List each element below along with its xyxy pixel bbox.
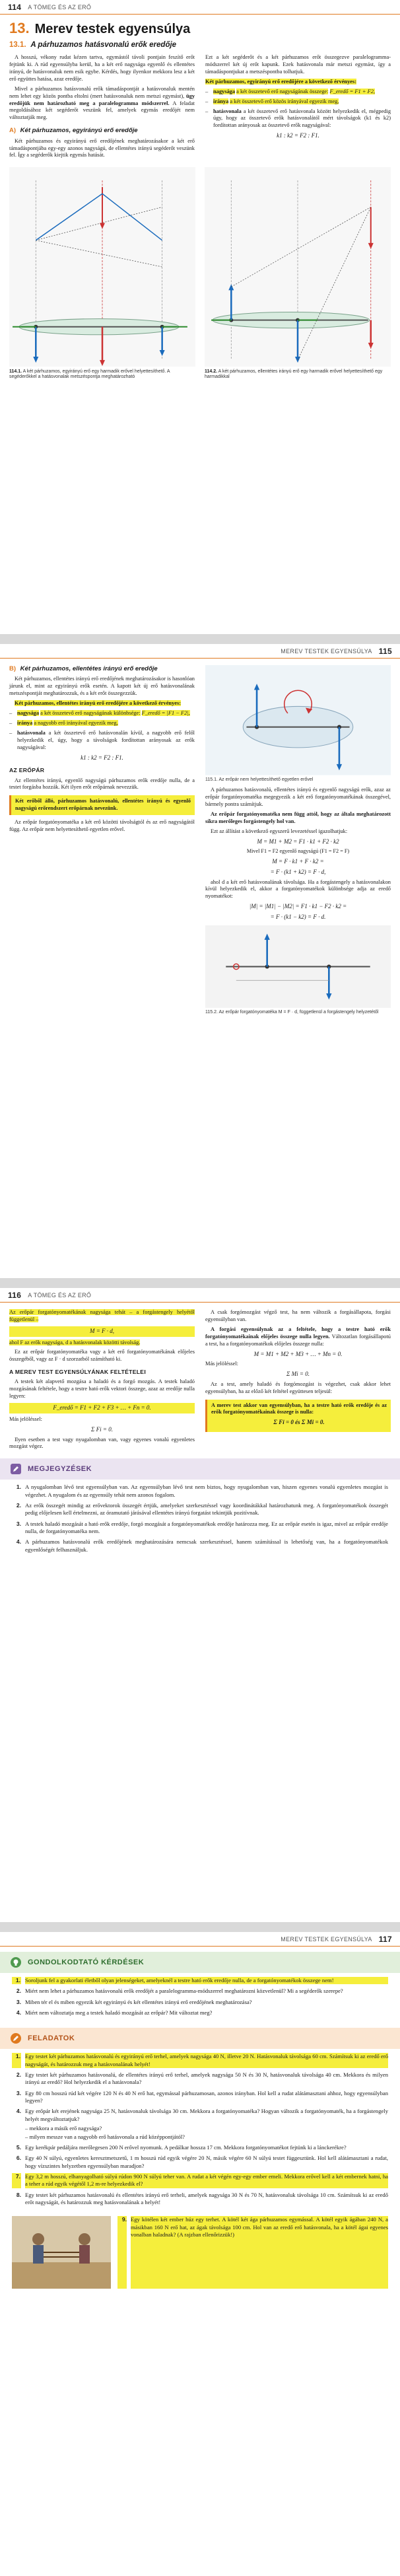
last-task-row (0, 2212, 400, 2293)
item-number: 9. (117, 2216, 127, 2289)
condition-label: hatásvonala (213, 108, 242, 114)
list-item (12, 1484, 388, 1499)
condition-label: iránya (17, 719, 33, 726)
chapter-number: 13. (9, 20, 30, 36)
item-text: Egy testet két párhuzamos hatásvonalú, de ellentétes irányú erő terhel, amelyek nagysága 50 N és 30 N, hatásvonaluk távolsága 40 cm. Mekkora és milyen irányú az eredő? Hol helyezkedik el a hatásvonala? (25, 2071, 388, 2086)
figure-114-2-drawing (205, 167, 391, 367)
pencil-icon (9, 1462, 22, 1476)
figure-caption (9, 369, 195, 381)
running-head (0, 1932, 400, 1947)
condition-direction: – iránya a nagyobb erő irányával egyezik meg, (9, 719, 118, 726)
condition-text: a két összetevő erő nagyságának különbsége: (40, 710, 141, 717)
figure-caption: 115.2. Az erőpár forgatónyomatéka M = F · d, függetlenül a forgástengely helyzetétől (205, 1009, 379, 1015)
emphasis: ügy eredőjük nem határozható meg a paralelogramma módszerrel. (9, 92, 195, 106)
two-column-body (0, 1303, 400, 1453)
item-number: 3. (16, 1998, 21, 2005)
subheading-letter: B) (9, 665, 17, 672)
item-number: 2. (16, 2071, 21, 2079)
figure-caption-text: A két párhuzamos, egyirányú erő egy harmadik erővel helyettesíthető. A segéderőkkel a hatásvonalak metszéspontja meghatározható (9, 369, 170, 380)
list-item (12, 1999, 388, 2006)
item-number: 4. (16, 2009, 21, 2017)
item-number: 1. (12, 2053, 21, 2068)
pencil-icon (9, 2032, 22, 2045)
highlighted-formula: F_eredő = F1 + F2 + F3 + … + Fn = 0. (9, 1403, 195, 1413)
item-number: 4. (16, 2108, 21, 2115)
item-text: Miért nem lehet a párhuzamos hatásvonalú erők eredőjét a paralelogramma-módszerrel meghatározni közvetlenül? Mi a segéderők szerepe? (25, 1987, 343, 1995)
condition-line-of-action: – hatásvonala a két összetevő erő hatásvonalán kívül, a nagyobb erő felől helyezkedik el, úgy, hogy a távolságok fordítottan arányosak az erők nagyságával: (9, 729, 195, 750)
left-column (9, 1309, 195, 1453)
paragraph (9, 1340, 195, 1347)
item-text: Egy 40 N súlyú, egyenletes keresztmetszetű, 1 m hosszú rúd egyik végére 20 N, másik végére 60 N súlyú testet függesztünk. Hol kell alátámasztani a rudat, hogy vízszintes helyzetben egyensúlyban maradjon? (25, 2155, 388, 2169)
list-item (12, 1521, 388, 1536)
box-formula: Σ Fi = 0 és Σ Mi = 0. (273, 1419, 325, 1426)
section-heading (0, 38, 400, 54)
condition-magnitude: – nagysága a két összetevő erő nagyságának különbsége: F_eredő = |F1 − F2|, (9, 710, 190, 717)
emphasis: Az erőpár forgatónyomatéka nem függ attól, hogy az általa meghatározott síkra merőleges forgástengely hol van. (205, 811, 391, 824)
paragraph: Ilyen esetben a test vagy nyugalomban van, vagy egyenes vonalú egyenletes mozgást végez. (9, 1436, 195, 1450)
questions-band (0, 1952, 400, 1973)
item-text: Egy testet két párhuzamos hatásvonalú és egyirányú erő terhel, amelyek nagysága 40 N, illetve 20 N. Hatásvonaluk távolsága 60 cm. Számítsuk ki az eredő erő nagyságát, és határozzuk meg a hatásvonalának helyét! (25, 2053, 388, 2067)
figure-caption-text: A két párhuzamos, ellentétes irányú erő egy harmadik erővel helyettesíthető egy harmadikkal (205, 369, 383, 380)
page-114 (0, 0, 400, 634)
condition-text: a két összetevő erő közös irányával egyezik meg, (230, 98, 339, 104)
figure-115-2-drawing (205, 925, 391, 1008)
condition-line-of-action: – hatásvonala a két összetevő erő hatásvonala között helyezkedik el, mégpedig úgy, hogy az összetevő erők hatásvonalától mért távolságok (k1 és k2) fordítottan arányosak az összetevő erők nagyságával: (205, 108, 391, 129)
figure-115-1-drawing (205, 665, 391, 775)
item-number: 3. (16, 2089, 21, 2096)
condition-text: a két összetevő erő hatásvonala között helyezkedik el, mégpedig úgy, hogy az összetevő erők hatásvonalától mért távolságok (k1 és k2) fordítottan arányosak az összetevő erők nagyságával: (213, 108, 391, 129)
paragraph: A párhuzamos hatásvonalú, ellentétes irányú és egyenlő nagyságú erők, azaz az erőpár forgatónyomatéka megegyezik a két erő forgatónyomatékának összegével, bármely pontra számítjuk. (205, 787, 391, 808)
text: Változatlan forgásállapotú a test, ha a forgatónyomatékok előjeles összege nulla: (205, 1333, 391, 1347)
equilibrium-box (205, 1400, 391, 1432)
item-number: 4. (16, 1538, 21, 1546)
list-item (12, 2173, 388, 2188)
section-number: 13.1. (9, 41, 26, 49)
sub-question: – milyen messze van a nagyobb erő hatásvonala a rúd középpontjától? (25, 2133, 185, 2141)
item-number: 2. (16, 1987, 21, 1995)
right-column (205, 54, 391, 162)
formula: Σ Mi = 0. (286, 1371, 310, 1378)
running-head (0, 644, 400, 659)
condition-formula: F_eredő = |F1 − F2|, (141, 710, 190, 717)
figure-114-1 (9, 167, 195, 380)
running-head-text: MEREV TESTEK EGYENSÚLYA (281, 647, 372, 655)
list-item (12, 1987, 388, 1995)
list-item (12, 1538, 388, 1554)
item-text: Egy kötélen két ember húz egy terhet. A kötél két ága párhuzamos egymással. A kötél egyik ágában 240 N, a másikban 160 N erő hat, az ágak távolsága 100 cm. Hol van az eredő erő hatásvonala, ha a kötél ágai egyenes vonalban haladnak? (A rajzban ellenőrizzük!) (131, 2216, 388, 2289)
paragraph: Ezt a két segéderőt és a két párhuzamos erőt összegezve paralelogramma-módszerrel két új erőt kapunk. Ezek hatásvonala már metszi egymást, így a támadáspontjukat a metszéspontba tolhatjuk. (205, 54, 391, 75)
figure-label: 114.1. (9, 369, 22, 374)
highlighted-text: Az erőpár forgatónyomatékának nagysága tehát – a forgástengely helyétől függetlenül – (9, 1309, 195, 1322)
derivation-line: M = F · k1 + F · k2 = (272, 858, 324, 865)
paragraph: A testek két alapvető mozgása a haladó és a forgó mozgás. A testek haladó mozgásának feltétele, hogy a testre ható erők vektori összege, azaz az eredője nulla legyen: (9, 1378, 195, 1400)
paragraph: A csak forgómozgást végző test, ha nem változik a forgásállapota, forgási egyensúlyban van. (205, 1309, 391, 1322)
item-text: Egy 3,2 m hosszú, elhanyagolható súlyú rúdon 900 N súlyú teher van. A rudat a két végén egy-egy ember emeli. Mekkora erővel kell a két embernek hatni, ha a teher a rúd egyik végétől 1,2 m-re helyezkedik el? (25, 2172, 388, 2188)
running-head (0, 1288, 400, 1303)
formula: M = M1 + M2 + M3 + … + Mn = 0. (253, 1350, 343, 1357)
page-116 (0, 1288, 400, 1922)
paragraph (9, 1309, 195, 1324)
item-number: 1. (16, 1484, 21, 1491)
item-text: Egy testet két párhuzamos hatásvonalú és ellentétes irányú erő terheli, amelyek nagysága 30 N és 70 N, hatásvonaluk távolsága 10 cm. Számítsuk ki az eredő erőt nagyságát, és határozzuk meg hatásvonalának a helyét! (25, 2191, 388, 2205)
item-text: Miért nem változtatja meg a testek haladó mozgását az erőpár? Mit változtat meg? (25, 2009, 213, 2017)
paragraph (9, 700, 195, 707)
figure-114-1-drawing (9, 167, 195, 367)
emphasis: A forgási egyensúlynak az a feltétele, hogy a testre ható erők forgatónyomatékainak előjeles összege nulla legyen. (205, 1326, 391, 1340)
section-title: A párhuzamos hatásvonalú erők eredője (30, 41, 177, 49)
page-117 (0, 1932, 400, 2576)
subheading-a (9, 127, 195, 135)
subheading-letter: A) (9, 127, 17, 135)
item-number: 6. (16, 2155, 21, 2162)
condition-label: hatásvonala (17, 729, 46, 736)
caps-heading: AZ ERŐPÁR (9, 767, 45, 774)
left-column (9, 54, 195, 162)
paragraph: Ez az erőpár forgatónyomatéka vagy a két erő forgatónyomatékának előjeles összegéből, vagy az F · d szorzatból számítható ki. (9, 1349, 195, 1363)
item-text: Miben tér el és miben egyezik két egyirányú és két ellentétes irányú erő eredőjének meghatározása? (25, 1998, 252, 2005)
right-column (205, 665, 391, 1015)
condition-label: iránya (213, 98, 229, 104)
running-head-text: A TÖMEG ÉS AZ ERŐ (28, 1291, 92, 1299)
figure-114-2 (205, 167, 391, 380)
paragraph: Az ellentétes irányú, egyenlő nagyságú párhuzamos erők eredője nulla, de a testet forgásba hozzák. Két ilyen erőt erőpárnak nevezzük. (9, 777, 195, 791)
chapter-heading (0, 15, 400, 38)
tasks-list (0, 2049, 400, 2212)
paragraph: A hosszú, vékony rudat kézen tartva, egymástól távoli pontjain feszítő erőt fejtünk ki. A rúd egyensúlyba kerül, ha a két erő nagysága egyenlő és ellentétes irányú, de hatásvonaluk nem esik egybe. Kérdés, hogy ilyenkor mekkora lesz a két erő együttes hatása, azaz eredője. (9, 54, 195, 82)
derivation-line: Mivel F1 = F2 egyenlő nagyságú (F1 = F2 = F) (246, 848, 350, 855)
two-column-body (0, 54, 400, 162)
page-number: 114 (8, 2, 22, 12)
tasks-band-title: FELADATOK (28, 2034, 75, 2043)
figure-row (0, 162, 400, 383)
questions-band-title: GONDOLKODTATÓ KÉRDÉSEK (28, 1958, 145, 1966)
condition-label: nagysága (213, 88, 236, 94)
list-item (117, 2216, 388, 2289)
formula: Σ Fi = 0. (91, 1425, 113, 1433)
list-item (12, 2090, 388, 2105)
paragraph: Két párhuzamos, ellentétes irányú erő eredőjének meghatározásakor is hasonlóan járunk el, mint az egyirányú erők esetén. A kapott két új erő hatásvonalának metszéspontját meghatározzuk, és a két erőt összegezzük. (9, 676, 195, 697)
list-item (12, 1502, 388, 1517)
paragraph: Két párhuzamos és egyirányú erő eredőjének meghatározásakor a két erő támadáspontjába egy-egy azonos nagyságú, de ellentétes irányú segéderőt veszünk fel. Így a segéderők kiejtik egymás hatását. (9, 137, 195, 159)
figure-caption (205, 369, 391, 381)
list-item (12, 2144, 388, 2151)
list-item (12, 2071, 388, 2087)
paragraph: Az erőpár forgatónyomatéka a két erő közötti távolságtól és az erő nagyságától függ. Az erőpár nem helyettesíthető egyetlen erővel. (9, 818, 195, 832)
derivation-line: = F · (k1 − k2) = F · d. (270, 913, 326, 920)
item-text: A nyugalomban lévő test egyensúlyban van. Az egyensúlyban lévő test nem biztos, hogy nyugalomban van, hiszen egyenes vonalú egyenletes mozgást is végezhet. A nyugalom és az egyensúly tehát nem azonos fogalom. (25, 1484, 388, 1498)
tasks-band (0, 2028, 400, 2049)
tug-of-war-illustration (12, 2216, 111, 2289)
notes-band-title: MEGJEGYZÉSEK (28, 1465, 92, 1474)
highlighted-text: Két párhuzamos, ellentétes irányú erő eredőjére a következő érvényes: (15, 700, 182, 707)
item-number: 1. (12, 1977, 21, 1984)
condition-label: nagysága (17, 710, 40, 717)
paragraph: ahol d a két erő hatásvonalának távolsága. Ha a forgástengely a hatásvonalakon kívül helyezkedik el, akkor a forgatónyomatékok különbsége adja az eredő nyomatékot: (205, 878, 391, 900)
box-text: A merev test akkor van egyensúlyban, ha a testre ható erők eredője és az erők forgatónyomatékainak összege is nulla: (211, 1402, 387, 1415)
subheading-title: Két párhuzamos, ellentétes irányú erő eredője (20, 665, 158, 672)
highlighted-formula: M = F · d, (9, 1326, 195, 1337)
list-item (12, 2155, 388, 2170)
list-item (12, 2192, 388, 2207)
condition-direction: – iránya a két összetevő erő közös irányával egyezik meg, (205, 98, 339, 104)
notes-list (0, 1480, 400, 1559)
highlighted-text: ahol F az erők nagysága, d a hatásvonalak közötti távolság. (9, 1339, 141, 1345)
ratio-formula: k1 : k2 = F2 : F1. (277, 132, 319, 139)
item-text: Soroljunk fel a gyakorlati életből olyan jelenségeket, amelyeknél a testre ható erők eredője nulla, de a forgatónyomatékok összege nem! (25, 1977, 388, 1984)
text: A feladat megoldásához két segéderőt veszünk fel, amelyek egymás eredőjét nem változtatják meg. (9, 100, 195, 121)
page-number: 115 (378, 646, 392, 656)
figure-caption: 115.1. Az erőpár nem helyettesíthető egyetlen erővel (205, 777, 314, 782)
subheading-b (9, 665, 195, 673)
condition-text: a két összetevő erő nagyságának összege: (236, 88, 329, 94)
paragraph (205, 79, 391, 86)
running-head-text: MEREV TESTEK EGYENSÚLYA (281, 1935, 372, 1943)
derivation-line: |M| = |M1| − |M2| = F1 · k1 − F2 · k2 = (249, 903, 347, 910)
paragraph (205, 1326, 391, 1348)
paragraph: Az a test, amely haladó és forgómozgást is végezhet, csak akkor lehet egyensúlyban, ha az előző két feltétel együttesen teljesül: (205, 1380, 391, 1394)
list-item (12, 2053, 388, 2068)
two-column-body (0, 659, 400, 1015)
item-text: Az erők összegét mindig az erővektorok összegét értjük, amelyeket szerkesztéssel vagy koordinátákkal határozhatunk meg. A forgatónyomatékok összegét pedig előjelesen kell értelmezni, az óramutató járásával ellentétes irányú forgatást tekintjük pozitívnak. (25, 1502, 388, 1517)
list-item (12, 1977, 388, 1984)
item-text: Egy 80 cm hosszú rúd két végére 120 N és 40 N erő hat, egymással párhuzamosan, azonos irányban. Hol kell a rudat alátámasztani ahhoz, hogy egyensúlyban legyen? (25, 2089, 388, 2104)
item-text: Egy erőpár két erejének nagysága 25 N, hatásvonaluk távolsága 30 cm. Mekkora a forgatónyomatéka? Hogyan változik a forgatónyomaték, ha a forgástengely helyét megváltoztatjuk? (25, 2108, 388, 2122)
list-item (12, 2108, 388, 2123)
list-item (12, 2009, 388, 2017)
subheading-title: Két párhuzamos, egyirányú erő eredője (20, 127, 138, 135)
running-head (0, 0, 400, 15)
item-text: Egy kerékpár pedáljára merőlegesen 200 N erővel nyomunk. A pedálkar hossza 17 cm. Mekkora forgatónyomatékot fejtünk ki a lánckerékre? (25, 2143, 347, 2151)
paragraph: Más jelöléssel: (9, 1415, 43, 1422)
page-115 (0, 644, 400, 1278)
right-column (205, 1309, 391, 1453)
questions-list (0, 1973, 400, 2022)
caps-heading: A MEREV TEST EGYENSÚLYÁNAK FELTÉTELEI (9, 1369, 147, 1376)
item-number: 3. (16, 1520, 21, 1527)
page-number: 116 (8, 1290, 22, 1300)
highlighted-text: Két párhuzamos, egyirányú erő eredőjére a következő érvényes: (205, 78, 357, 85)
text: Mivel a párhuzamos hatásvonalú erők támadáspontját a hatásvonaluk mentén nem lehet egy közös pontba eltolni (mert hatásvonaluk nem metszi egymást), (9, 85, 195, 99)
paragraph: Más jelöléssel: (205, 1361, 239, 1367)
condition-text: a két összetevő erő hatásvonalán kívül, a nagyobb erő felől helyezkedik el, úgy, hogy a távolságok fordítottan arányosak az erők nagyságával: (17, 729, 195, 750)
sub-question: – mekkora a másik erő nagysága? (25, 2125, 102, 2132)
condition-text: a nagyobb erő irányával egyezik meg, (34, 719, 118, 726)
lightbulb-icon (9, 1956, 22, 1969)
left-column (9, 665, 195, 1015)
item-number: 2. (16, 1502, 21, 1509)
paragraph: Ezt az állítást a következő egyszerű levezetéssel igazolhatjuk: (211, 828, 348, 834)
condition-formula: F_eredő = F1 + F2, (329, 88, 375, 94)
figure-label: 114.2. (205, 369, 218, 374)
item-text: A párhuzamos hatásvonalú erők eredőjének meghatározására nemcsak szerkesztéssel, hanem számítással is lehetőség van, ha a forgatónyomatékok egyenlőségét felhasználjuk. (25, 1538, 388, 1553)
item-number: 8. (16, 2191, 21, 2198)
definition-box: Két erőből álló, párhuzamos hatásvonalú, ellentétes irányú és egyenlő nagyságú erőrendszert erőpárnak nevezünk. (9, 795, 195, 814)
condition-magnitude: – nagysága a két összetevő erő nagyságának összege: F_eredő = F1 + F2, (205, 88, 375, 94)
page-number: 117 (378, 1934, 392, 1944)
running-head-text: A TÖMEG ÉS AZ ERŐ (28, 3, 92, 11)
paragraph (9, 86, 195, 122)
item-text: A testek haladó mozgását a ható erők eredője, forgó mozgását a forgatónyomatékok eredője határozza meg. Ez az erőpár esetén is igaz, mivel az erőpár eredője nulla, de forgatónyomatéka nem. (25, 1520, 388, 1535)
derivation-line: M = M1 + M2 = F1 · k1 + F2 · k2 (257, 838, 339, 845)
derivation-line: = F · (k1 + k2) = F · d, (270, 868, 326, 875)
paragraph (205, 811, 391, 826)
item-number: 7. (12, 2173, 21, 2188)
chapter-title: Merev testek egyensúlya (34, 22, 191, 36)
item-number: 5. (16, 2143, 21, 2151)
notes-band (0, 1458, 400, 1480)
ratio-formula: k1 : k2 = F2 : F1. (81, 754, 123, 761)
